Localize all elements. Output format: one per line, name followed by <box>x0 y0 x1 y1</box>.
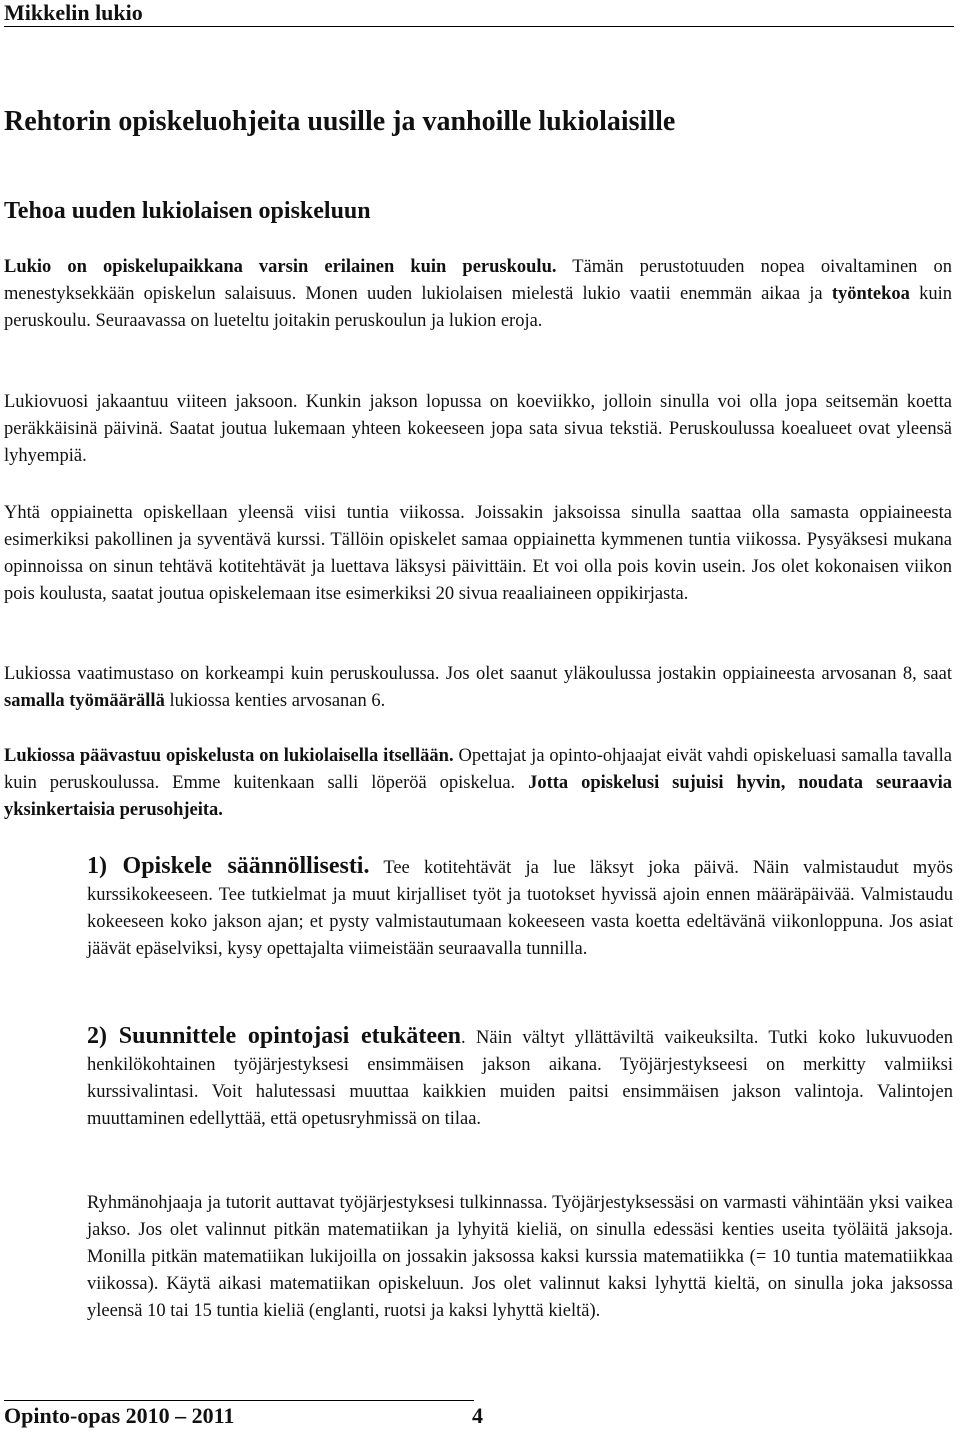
paragraph-responsibility <box>4 743 952 824</box>
requirements-text-end: lukiossa kenties arvosanan 6. <box>164 691 386 711</box>
responsibility-bold-end: Jotta opiskelusi sujuisi hyvin, noudata seuraavia yksinkertaisia perusohjeita. <box>4 773 952 820</box>
school-name: Mikkelin lukio <box>4 0 143 25</box>
paragraph-periods: Lukiovuosi jakaantuu viiteen jaksoon. Kunkin jakson lopussa on koeviikko, jolloin sinulla voi olla jopa seitsemän koetta peräkkäisinä päivinä. Saatat joutua lukemaan yhteen kokeeseen jopa sata sivua tekstiä. Peruskoulussa koealueet ovat yleensä lyhyempiä. <box>4 392 952 466</box>
instruction-1-text: Tee kotitehtävät ja lue läksyt joka päivä. Näin valmistaudut myös kurssikokeeseen. Tee tutkielmat ja muut kirjalliset työt ja tuotokset hyvissä ajoin ennen määräpäivää. Valmistaudu kokeeseen koko jakson ajan; et pysty valmistautumaan kokeeseen vasta koetta edeltävänä viikonloppuna. Jos asiat jäävät epäselviksi, kysy opettajalta viimeistään seuraavalla tunnilla. <box>87 858 954 959</box>
intro-text: Tämän perustotuuden nopea oivaltaminen on menestyksekkään opiskelun salaisuus. Monen uuden lukiolaisen mielestä lukio vaatii enemmän aikaa ja <box>4 257 952 304</box>
paragraph-intro <box>4 254 952 335</box>
paragraph-weekly-hours: Yhtä oppiainetta opiskellaan yleensä viisi tuntia viikossa. Joissakin jaksoissa sinulla saattaa olla samasta oppiaineesta esimerkiksi pakollinen ja syventävä kurssi. Tällöin opiskelet samaa oppiainetta kymmenen tuntia viikossa. Pysyäksesi mukana opinnoissa on sinun tehtävä kotitehtävät ja luettava läksysi päivittäin. Et voi olla pois kovin usein. Jos olet kokonaisen viikon pois koulusta, saatat joutua opiskelemaan itse esimerkiksi 20 sivua reaaliaineen oppikirjasta. <box>4 503 952 604</box>
requirements-bold: samalla työmäärällä <box>4 691 165 711</box>
document-header <box>4 0 954 27</box>
section-title: Tehoa uuden lukiolaisen opiskeluun <box>4 198 371 224</box>
instruction-item-2 <box>87 1023 953 1133</box>
instruction-2-text: . Näin vältyt yllättäviltä vaikeuksilta. Tutki koko lukuvuoden henkilökohtainen työjärjestyksesi ensimmäisen jakson aikana. Työjärjestykseesi on merkitty valmiiksi kurssivalintasi. Voit halutessasi muuttaa kaikkien muiden paitsi ensimmäisen jakson valintoja. Valintojen muuttaminen edellyttää, että opetusryhmissä on tilaa. <box>87 1028 953 1129</box>
responsibility-bold: Lukiossa päävastuu opiskelusta on lukiolaisella itsellään. <box>4 746 454 766</box>
instruction-1-lead: 1) Opiskele säännöllisesti. <box>87 853 370 879</box>
paragraph-schedule-help: Ryhmänohjaaja ja tutorit auttavat työjärjestyksesi tulkinnassa. Työjärjestyksessäsi on varmasti vähintään yksi vaikea jakso. Jos olet valinnut pitkän matematiikan ja lyhyitä kieliä, on sinulla edessäsi kenties useita työläitä jaksoja. Monilla pitkän matematiikan lukijoilla on jossakin jaksossa kaksi kurssia matematiikka (= 10 tuntia matematiikkaa viikossa). Käytä aikasi matematiikan opiskeluun. Jos olet valinnut kaksi lyhyttä kieltä, on sinulla joka jaksossa yleensä 10 tai 15 tuntia kieliä (englanti, ruotsi ja kaksi lyhyttä kieltä). <box>87 1193 953 1321</box>
instruction-2-lead: 2) Suunnittele opintojasi etukäteen <box>87 1023 461 1049</box>
intro-text-end: kuin peruskoulu. Seuraavassa on lueteltu joitakin peruskoulun ja lukion eroja. <box>4 284 953 331</box>
page-title: Rehtorin opiskeluohjeita uusille ja vanhoille lukiolaisille <box>4 106 676 137</box>
paragraph-requirements <box>4 661 952 715</box>
intro-bold-sentence: Lukio on opiskelupaikkana varsin erilainen kuin peruskoulu. <box>4 257 557 277</box>
intro-bold-word: työntekoa <box>831 284 910 304</box>
requirements-text: Lukiossa vaatimustaso on korkeampi kuin peruskoulussa. Jos olet saanut yläkoulussa jostakin oppiaineesta arvosanan 8, saat <box>4 664 952 684</box>
document-footer <box>4 1400 483 1431</box>
responsibility-text: Opettajat ja opinto-ohjaajat eivät vahdi opiskeluasi samalla tavalla kuin peruskoulussa. Emme kuitenkaan salli löperöä opiskelua. <box>4 746 952 793</box>
footer-label: Opinto-opas 2010 – 2011 <box>4 1403 235 1428</box>
instruction-item-1 <box>87 853 953 963</box>
page-number: 4 <box>472 1403 483 1428</box>
